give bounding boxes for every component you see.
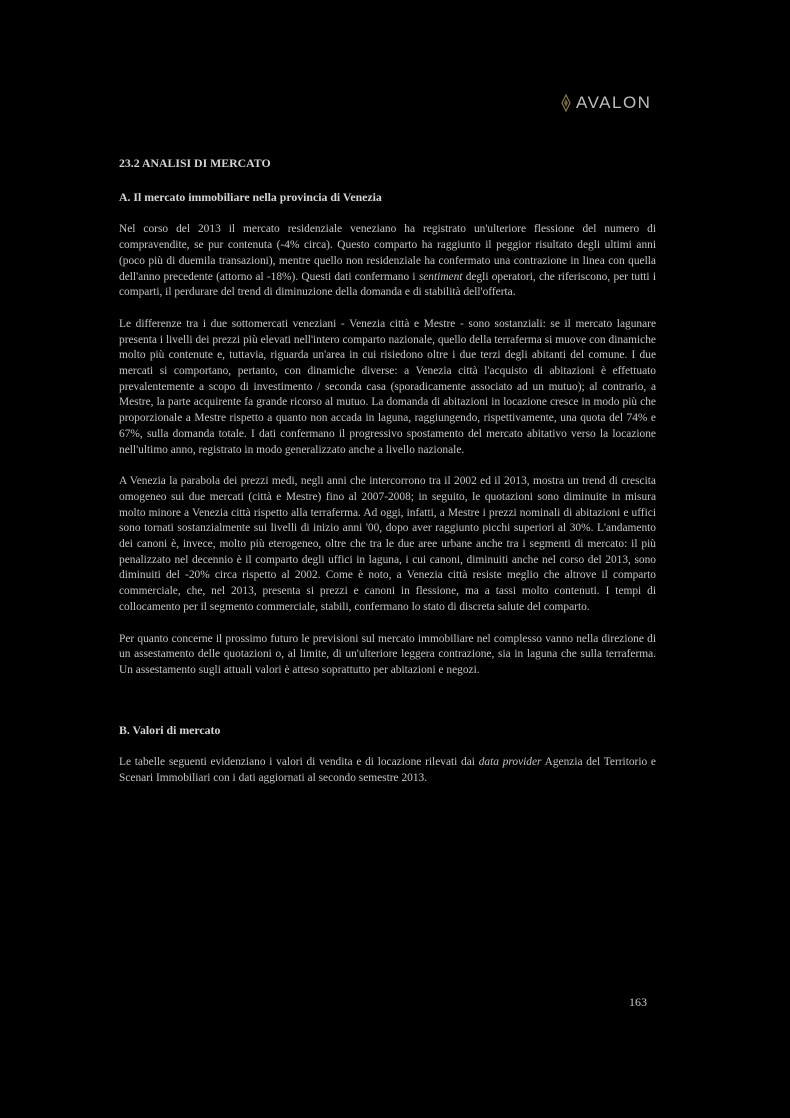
- paragraph-2: Le differenze tra i due sottomercati veneziani - Venezia città e Mestre - sono sostanziali: se il mercato lagunare presenta i livelli dei prezzi più elevati nell'intero comparto nazionale, quello della terraferma si muove con dinamiche molto più contenute e, tuttavia, riguarda un'area in cui risiedono oltre i due terzi degli abitanti del comune. I due mercati si comportano, pertanto, con dinamiche diverse: a Venezia città l'acquisto di abitazioni è effettuato prevalentemente a scopo di investimento / seconda casa (sporadicamente associato ad un mutuo); al contrario, a Mestre, la parte acquirente fa grande ricorso al mutuo. La domanda di abitazioni in locazione cresce in modo più che proporzionale a Mestre rispetto a quanto non accada in laguna, raggiungendo, rispettivamente, una quota del 74% e 67%, sulla domanda totale. I dati confermano il progressivo spostamento del mercato abitativo verso la locazione nell'ultimo anno, registrato in modo generalizzato anche a livello nazionale.: [119, 317, 656, 456]
- paragraph-5-part-2: Agenzia del Territorio e Scenari Immobiliari con i dati aggiornati al secondo semestre 2013.: [119, 756, 656, 785]
- paragraph-1-emphasis: sentiment: [418, 270, 463, 283]
- section-title: 23.2 ANALISI DI MERCATO: [119, 156, 271, 170]
- subsection-a-heading: A. Il mercato immobiliare nella provincia di Venezia: [119, 189, 382, 204]
- subsection-b-heading: B. Valori di mercato: [119, 722, 221, 737]
- paragraph-3: A Venezia la parabola dei prezzi medi, negli anni che intercorrono tra il 2002 ed il 2013, mostra un trend di crescita omogeneo sui due mercati (città e Mestre) fino al 2007-2008; in seguito, le quotazioni sono diminuite in misura molto minore a Venezia città rispetto alla terraferma. Ad oggi, infatti, a Mestre i prezzi nominali di abitazioni e uffici sono tornati sostanzialmente sui livelli di inizio anni '00, dopo aver raggiunto picchi superiori al 30%. L'andamento dei canoni è, invece, molto più eterogeneo, oltre che tra le due aree urbane anche tra i segmenti di mercato: il più penalizzato nel decennio è il comparto degli uffici in laguna, i cui canoni, diminuiti anche nel corso del 2013, sono diminuiti del -20% circa rispetto al 2002. Come è noto, a Venezia città resiste meglio che altrove il comparto commerciale, che, nel 2013, presenta si prezzi e canoni in flessione, ma a tassi molto contenuti. I tempi di collocamento per il segmento commerciale, stabili, confermano lo stato di discreta salute del comparto.: [119, 475, 656, 613]
- paragraph-5-emphasis: data provider: [478, 756, 542, 769]
- page-number: 163: [629, 995, 647, 1009]
- header-logo: [560, 93, 651, 113]
- document-body: [119, 156, 656, 803]
- paragraph-1-part-1: Nel corso del 2013 il mercato residenziale veneziano ha registrato un'ulteriore flessione del numero di compravendite, se pur contenuta (-4% circa). Questo comparto ha raggiunto il peggior risultato degli ultimi anni (poco più di duemila transazioni), mentre quello non residenziale ha confermato una contrazione in linea con quella dell'anno precedente (attorno al -18%). Questi dati confermano i: [119, 223, 656, 283]
- paragraph-1: [119, 222, 656, 301]
- logo-text: AVALON: [576, 93, 652, 112]
- avalon-logo-mark-icon: [560, 94, 572, 112]
- paragraph-1-part-2: degli operatori, che riferiscono, per tutti i comparti, il perdurare del trend di diminuzione della domanda e di stabilità dell'offerta.: [119, 270, 656, 299]
- section-spacer: [119, 695, 656, 723]
- paragraph-4: Per quanto concerne il prossimo futuro le previsioni sul mercato immobiliare nel complesso vanno nella direzione di un assestamento delle quotazioni o, al limite, di un'ulteriore leggera contrazione, sia in laguna che sulla terraferma. Un assestamento sugli attuali valori è atteso soprattutto per abitazioni e negozi.: [119, 632, 656, 676]
- paragraph-5-part-1: Le tabelle seguenti evidenziano i valori di vendita e di locazione rilevati dai: [119, 756, 479, 769]
- paragraph-5: [119, 755, 656, 786]
